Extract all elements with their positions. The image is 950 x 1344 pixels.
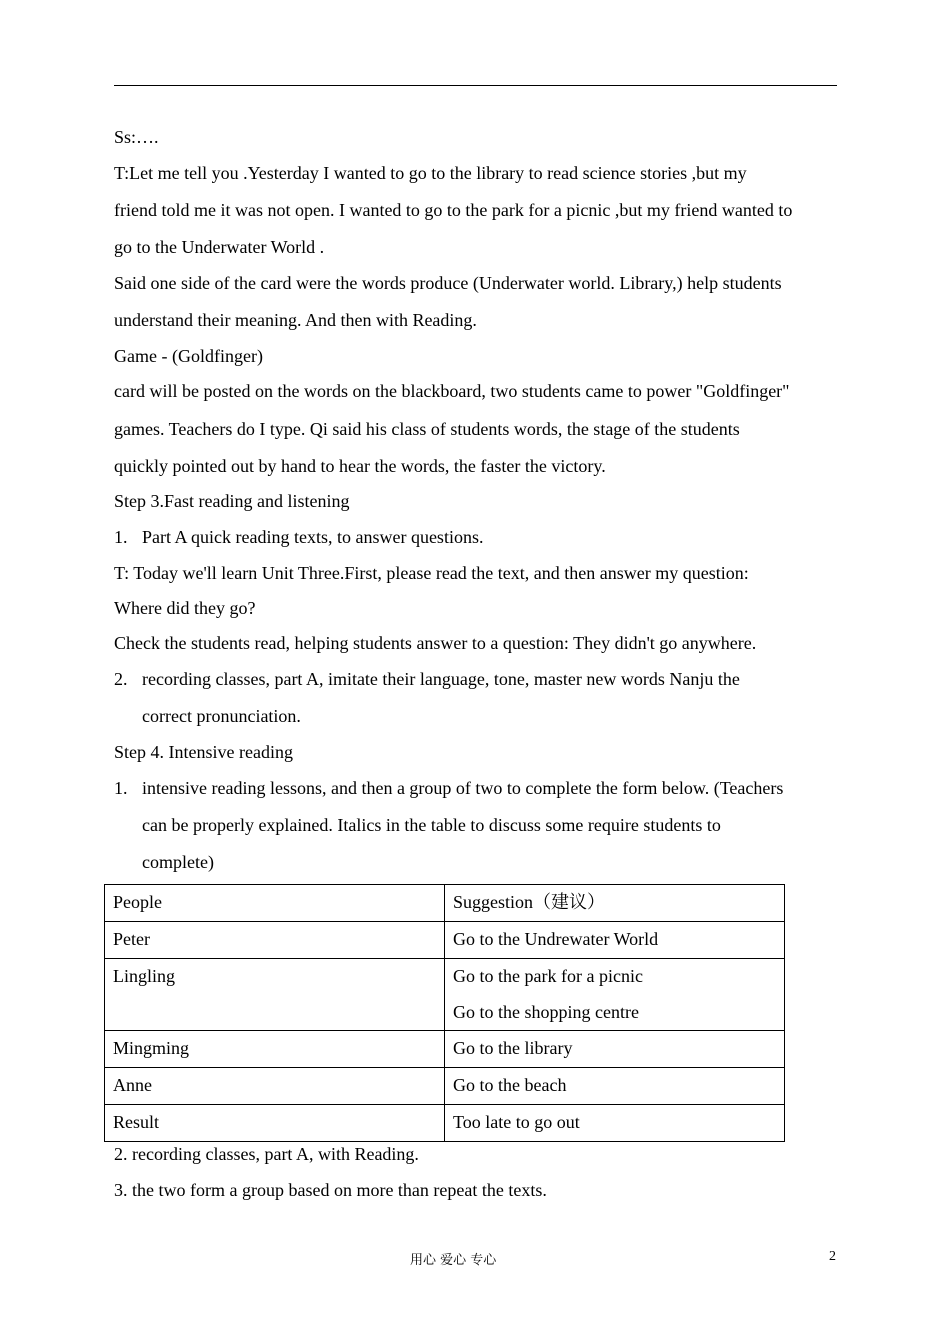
- header-rule: [114, 85, 837, 86]
- text-line: Game - (Goldfinger): [114, 346, 263, 366]
- table-header-cell: Suggestion（建议）: [445, 885, 785, 922]
- text-line: understand their meaning. And then with Reading.: [114, 310, 477, 330]
- text-line: 3. the two form a group based on more than repeat the texts.: [114, 1180, 547, 1200]
- table-row: [105, 1105, 785, 1142]
- text-line: Check the students read, helping students answer to a question: They didn't go anywhere.: [114, 633, 757, 653]
- footer-motto: 用心 爱心 专心: [410, 1253, 497, 1268]
- step-heading: Step 4. Intensive reading: [114, 742, 293, 762]
- table-cell-person: Anne: [105, 1068, 445, 1105]
- text-line: T: Today we'll learn Unit Three.First, please read the text, and then answer my question:: [114, 563, 749, 583]
- text-line: T:Let me tell you .Yesterday I wanted to go to the library to read science stories ,but my: [114, 163, 747, 183]
- table-cell-suggestion: Go to the Undrewater World: [445, 922, 785, 959]
- list-item-text: correct pronunciation.: [142, 706, 301, 726]
- list-number: 2.: [114, 669, 128, 689]
- list-item-text: complete): [142, 852, 214, 872]
- table-cell-suggestion: [445, 959, 785, 1031]
- text-line: 2. recording classes, part A, with Reading.: [114, 1144, 419, 1164]
- table-row: [105, 922, 785, 959]
- text-line: Ss:….: [114, 127, 159, 147]
- suggestion-line: Go to the shopping centre: [453, 1002, 639, 1022]
- step-heading: Step 3.Fast reading and listening: [114, 491, 350, 511]
- list-number: 1.: [114, 527, 128, 547]
- list-item-text: recording classes, part A, imitate their language, tone, master new words Nanju the: [142, 669, 740, 689]
- text-line: go to the Underwater World .: [114, 237, 325, 257]
- text-line: games. Teachers do I type. Qi said his class of students words, the stage of the students: [114, 419, 740, 439]
- suggestion-line: Go to the park for a picnic: [453, 966, 643, 986]
- text-line: Said one side of the card were the words produce (Underwater world. Library,) help students: [114, 273, 782, 293]
- text-line: Where did they go?: [114, 598, 256, 618]
- table-cell-person: Peter: [105, 922, 445, 959]
- table-header-row: [105, 885, 785, 922]
- page-number: 2: [829, 1249, 836, 1264]
- table-row: [105, 1031, 785, 1068]
- text-line: card will be posted on the words on the blackboard, two students came to power "Goldfinger": [114, 381, 790, 401]
- suggestion-table: [104, 884, 785, 1142]
- text-line: friend told me it was not open. I wanted to go to the park for a picnic ,but my friend wanted to: [114, 200, 793, 220]
- table-row: [105, 959, 785, 1031]
- table-cell-person: Lingling: [105, 959, 445, 1031]
- table-cell-suggestion: Too late to go out: [445, 1105, 785, 1142]
- table-cell-person: Mingming: [105, 1031, 445, 1068]
- table-cell-suggestion: Go to the library: [445, 1031, 785, 1068]
- table-header-cell: People: [105, 885, 445, 922]
- list-item-text: Part A quick reading texts, to answer questions.: [142, 527, 484, 547]
- list-item-text: intensive reading lessons, and then a group of two to complete the form below. (Teachers: [142, 778, 784, 798]
- text-line: quickly pointed out by hand to hear the words, the faster the victory.: [114, 456, 606, 476]
- table-row: [105, 1068, 785, 1105]
- list-number: 1.: [114, 778, 128, 798]
- table-cell-suggestion: Go to the beach: [445, 1068, 785, 1105]
- list-item-text: can be properly explained. Italics in the table to discuss some require students to: [142, 815, 721, 835]
- table-cell-person: Result: [105, 1105, 445, 1142]
